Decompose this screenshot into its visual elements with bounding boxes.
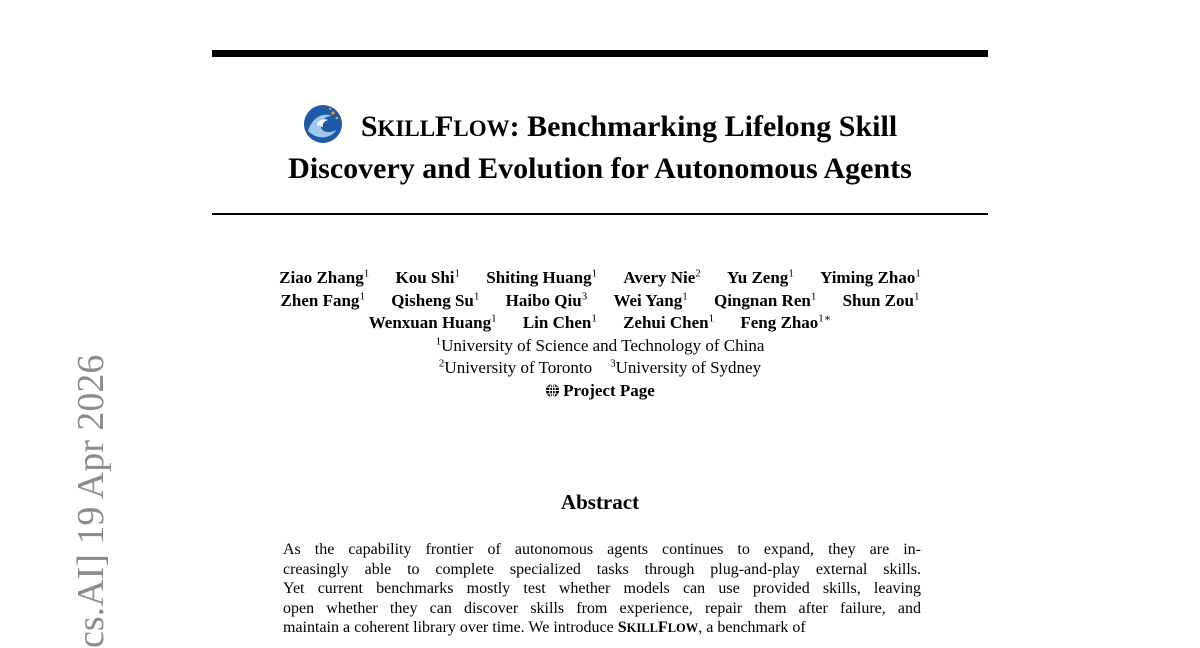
title-rest: : Benchmarking Lifelong Skill: [509, 110, 898, 143]
author: Haibo Qiu$^3$: [505, 289, 588, 310]
title-rule-top: [212, 50, 988, 57]
abstract-line: maintain a coherent library over time. We introduce SKILLFLOW, a benchmark of: [283, 619, 806, 636]
abstract-line: creasingly able to complete specialized tasks through plug-and-play external skills.: [283, 560, 921, 578]
affiliation-line: [212, 357, 988, 380]
abstract-line: Yet current benchmarks mostly test whether models can use provided skills, leaving: [283, 580, 921, 597]
affiliation: $^2$University of Toronto: [438, 357, 593, 377]
author: Wenxuan Huang$^1$: [368, 312, 497, 332]
author-row: [212, 312, 988, 335]
skillflow-name: SKILLFLOW: [360, 110, 510, 143]
arxiv-stamp: cs.AI] 19 Apr 2026: [70, 354, 112, 648]
author: Kou Shi$^1$: [395, 267, 461, 287]
affiliation: $^3$University of Sydney: [610, 357, 762, 377]
author: Yu Zeng$^1$: [727, 267, 794, 287]
author: Shiting Huang$^1$: [486, 267, 598, 287]
author-row: [212, 267, 988, 290]
author: Zhen Fang$^1$: [280, 289, 365, 310]
project-page-label[interactable]: Project Page: [563, 380, 655, 400]
author-block: [212, 267, 988, 402]
author-row: [212, 290, 988, 313]
abstract-heading: Abstract: [560, 490, 640, 514]
paper-title: [212, 104, 988, 189]
author: Shun Zou$^1$: [842, 289, 920, 310]
abstract-line: open whether they can discover skills from experience, repair them after failure, and: [283, 599, 921, 617]
abstract-body: [283, 540, 921, 639]
affiliation: $^1$University of Science and Technology of China: [435, 334, 765, 355]
author: Ziao Zhang$^1$: [279, 267, 370, 287]
title-line-1: [212, 104, 988, 149]
skillflow-inline-name: SKILLFLOW: [617, 619, 699, 636]
author: Feng Zhao$^{1∗}$: [740, 312, 832, 332]
author: Yiming Zhao$^1$: [820, 267, 921, 287]
author: Qisheng Su$^1$: [391, 289, 480, 310]
title-rule-bottom: [212, 213, 988, 215]
abstract-line: As the capability frontier of autonomous agents continues to expand, they are in-: [283, 541, 921, 558]
author: Lin Chen$^1$: [522, 312, 597, 332]
wave-logo-icon: [303, 104, 343, 144]
author: Qingnan Ren$^1$: [713, 289, 817, 310]
project-page-link[interactable]: [212, 380, 988, 403]
title-line-2: Discovery and Evolution for Autonomous Agents: [288, 152, 912, 185]
affiliation-line: [212, 335, 988, 358]
author: Wei Yang$^1$: [613, 289, 688, 310]
globe-icon: [545, 383, 560, 398]
author: Zehui Chen$^1$: [623, 312, 715, 332]
author: Avery Nie$^2$: [623, 267, 701, 287]
